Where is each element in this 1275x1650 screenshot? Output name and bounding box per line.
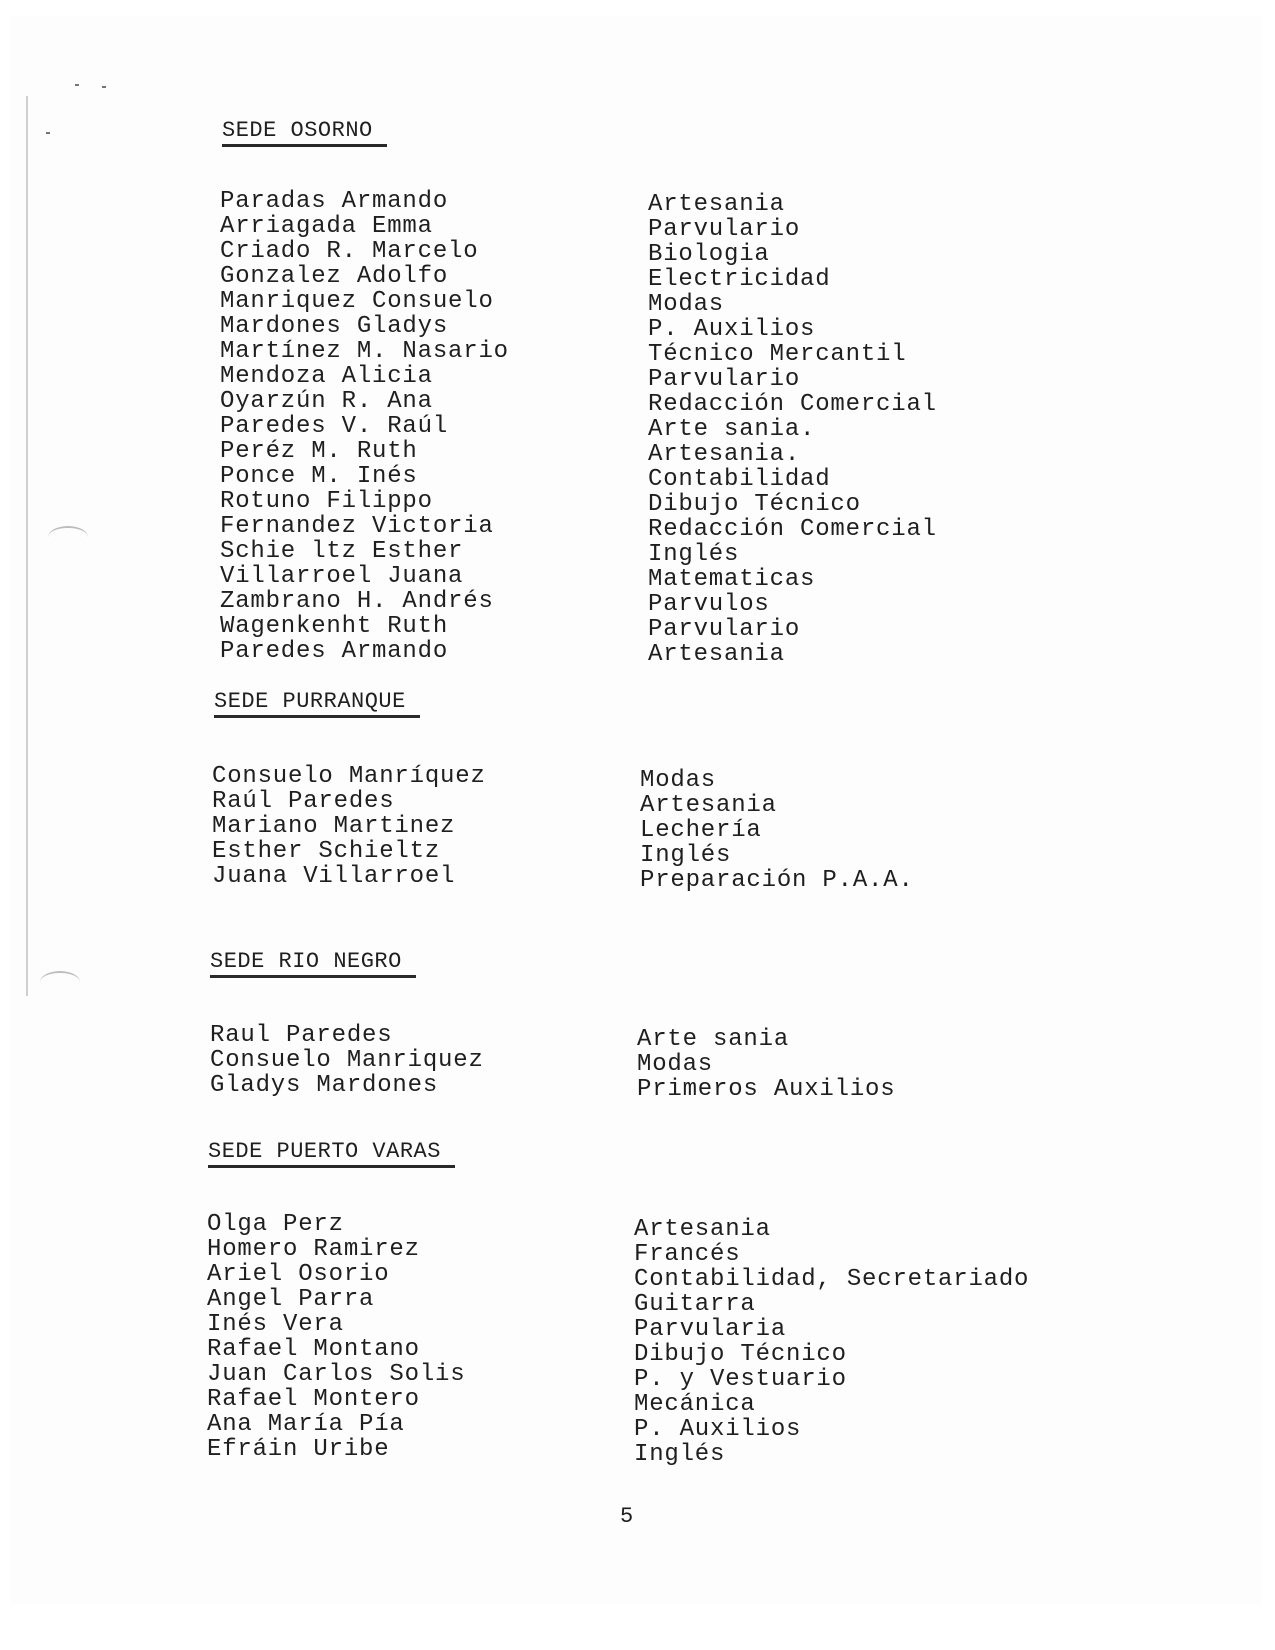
teacher-name: Paredes V. Raúl [220, 413, 449, 440]
teacher-name: Raúl Paredes [212, 788, 395, 815]
teacher-name: Mendoza Alicia [220, 363, 433, 390]
teacher-name: Rafael Montano [207, 1336, 420, 1363]
subject-name: P. y Vestuario [634, 1366, 847, 1393]
teacher-name: Consuelo Manríquez [212, 763, 486, 790]
teacher-name: Martínez M. Nasario [220, 338, 509, 365]
subject-name: Electricidad [648, 266, 831, 293]
subject-name: Arte sania. [648, 416, 816, 443]
osorno-names [220, 189, 509, 664]
ink-speck [102, 86, 106, 88]
subject-name: Inglés [640, 842, 732, 869]
subject-name: Redacción Comercial [648, 391, 937, 418]
subject-name: Artesania [634, 1216, 771, 1243]
subject-name: Artesania. [648, 441, 801, 468]
teacher-name: Fernandez Victoria [220, 513, 494, 540]
teacher-name: Arriagada Emma [220, 213, 433, 240]
punch-hole-mark [48, 526, 88, 548]
subject-name: P. Auxilios [648, 316, 816, 343]
subject-name: Artesania [648, 191, 785, 218]
ink-speck [46, 132, 50, 134]
subject-name: Inglés [648, 541, 740, 568]
subject-name: Modas [640, 767, 717, 794]
subject-name: Parvulos [648, 591, 770, 618]
subject-name: Contabilidad, Secretariado [634, 1266, 1030, 1293]
ink-speck [75, 84, 79, 86]
subject-name: Inglés [634, 1441, 726, 1468]
teacher-name: Zambrano H. Andrés [220, 588, 494, 615]
subject-name: Redacción Comercial [648, 516, 937, 543]
section-heading-purranque: SEDE PURRANQUE [214, 689, 420, 718]
subject-name: Contabilidad [648, 466, 831, 493]
punch-hole-mark [40, 971, 80, 993]
subject-name: Lechería [640, 817, 762, 844]
purranque-subjects [640, 768, 914, 893]
teacher-name: Ana María Pía [207, 1411, 405, 1438]
document-page [10, 16, 1262, 1604]
teacher-name: Homero Ramirez [207, 1236, 420, 1263]
subject-name: Dibujo Técnico [648, 491, 861, 518]
teacher-name: Consuelo Manriquez [210, 1047, 484, 1074]
section-heading-rio-negro: SEDE RIO NEGRO [210, 949, 416, 978]
puerto-varas-names [207, 1212, 465, 1462]
teacher-name: Wagenkenht Ruth [220, 613, 449, 640]
teacher-name: Paradas Armando [220, 188, 449, 215]
subject-name: Arte sania [637, 1026, 790, 1053]
teacher-name: Schie ltz Esther [220, 538, 464, 565]
teacher-name: Efráin Uribe [207, 1436, 390, 1463]
teacher-name: Olga Perz [207, 1211, 344, 1238]
teacher-name: Oyarzún R. Ana [220, 388, 433, 415]
teacher-name: Inés Vera [207, 1311, 344, 1338]
section-heading-puerto-varas: SEDE PUERTO VARAS [208, 1139, 455, 1168]
binder-edge [26, 96, 28, 996]
subject-name: Preparación P.A.A. [640, 867, 914, 894]
teacher-name: Peréz M. Ruth [220, 438, 418, 465]
teacher-name: Gonzalez Adolfo [220, 263, 449, 290]
puerto-varas-subjects [634, 1217, 1029, 1467]
subject-name: Biologia [648, 241, 770, 268]
subject-name: Técnico Mercantil [648, 341, 907, 368]
rio-negro-subjects [637, 1027, 895, 1102]
subject-name: Artesania [640, 792, 777, 819]
subject-name: Mecánica [634, 1391, 756, 1418]
teacher-name: Mardones Gladys [220, 313, 449, 340]
rio-negro-names [210, 1023, 484, 1098]
subject-name: Guitarra [634, 1291, 756, 1318]
teacher-name: Rafael Montero [207, 1386, 420, 1413]
teacher-name: Esther Schieltz [212, 838, 441, 865]
teacher-name: Manriquez Consuelo [220, 288, 494, 315]
subject-name: Parvulario [648, 366, 801, 393]
subject-name: Modas [637, 1051, 714, 1078]
teacher-name: Criado R. Marcelo [220, 238, 479, 265]
teacher-name: Ponce M. Inés [220, 463, 418, 490]
subject-name: Francés [634, 1241, 741, 1268]
teacher-name: Juana Villarroel [212, 863, 456, 890]
purranque-names [212, 764, 486, 889]
subject-name: Primeros Auxilios [637, 1076, 896, 1103]
subject-name: Parvulario [648, 216, 801, 243]
teacher-name: Juan Carlos Solis [207, 1361, 466, 1388]
subject-name: Artesania [648, 641, 785, 668]
subject-name: P. Auxilios [634, 1416, 802, 1443]
teacher-name: Rotuno Filippo [220, 488, 433, 515]
subject-name: Dibujo Técnico [634, 1341, 847, 1368]
subject-name: Matematicas [648, 566, 816, 593]
page-number: 5 [620, 1504, 634, 1529]
teacher-name: Villarroel Juana [220, 563, 464, 590]
subject-name: Modas [648, 291, 725, 318]
section-heading-osorno: SEDE OSORNO [222, 118, 387, 147]
teacher-name: Paredes Armando [220, 638, 449, 665]
teacher-name: Angel Parra [207, 1286, 375, 1313]
subject-name: Parvularia [634, 1316, 787, 1343]
teacher-name: Raul Paredes [210, 1022, 393, 1049]
teacher-name: Gladys Mardones [210, 1072, 439, 1099]
subject-name: Parvulario [648, 616, 801, 643]
osorno-subjects [648, 192, 937, 667]
teacher-name: Mariano Martinez [212, 813, 456, 840]
teacher-name: Ariel Osorio [207, 1261, 390, 1288]
